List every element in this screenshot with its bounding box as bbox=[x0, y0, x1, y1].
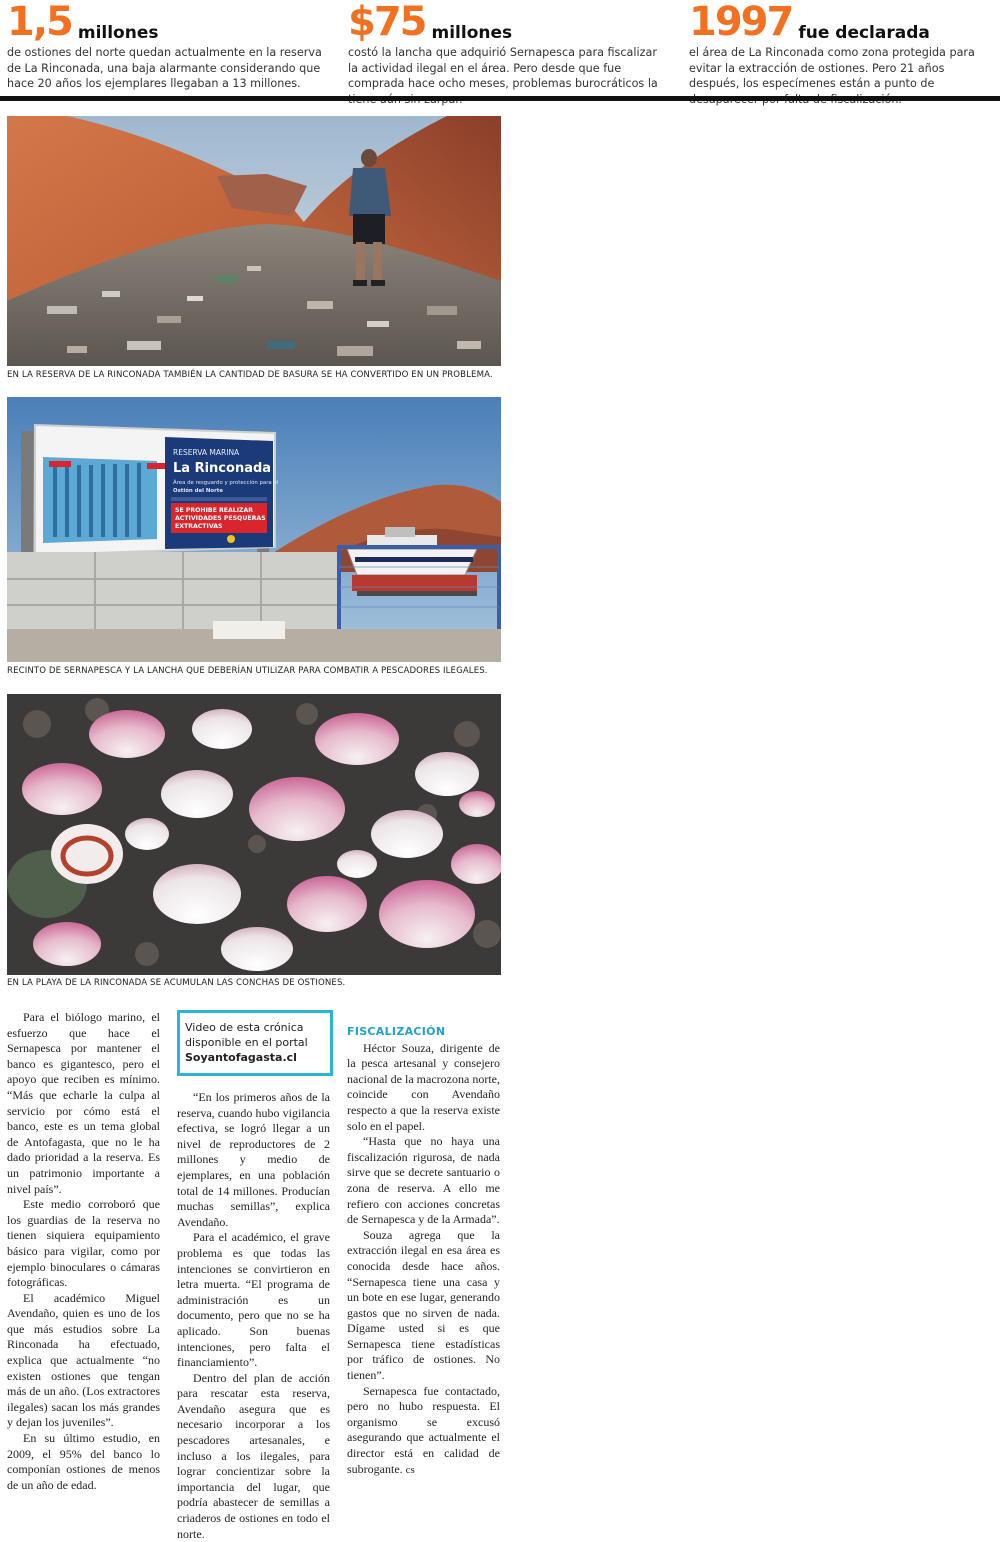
paragraph: Para el académico, el grave problema es que todas las intenciones se convirtieron en letra muerta. “El programa de administración es un documento, pero que no se ha aplicado. Son buenas intenciones, pero falta el financiamiento”. bbox=[177, 1230, 330, 1370]
photo-shells bbox=[7, 694, 501, 975]
sign-subtitle-1: Área de resguardo y protección para el bbox=[173, 480, 279, 486]
stat-2 bbox=[348, 0, 670, 107]
paragraph: “En los primeros años de la reserva, cuando hubo vigilancia efectiva, se logró llegar a un nivel de reproductores de 2 millones y medio de ejemplares, en una población total de 14 millones. Producían muchas semillas”, explica Avendaño. bbox=[177, 1090, 330, 1229]
stat-figure: $75 bbox=[348, 0, 426, 45]
photo-caption: EN LA PLAYA DE LA RINCONADA SE ACUMULAN LAS CONCHAS DE OSTIONES. bbox=[7, 978, 346, 988]
paragraph: En su último estudio, en 2009, el 95% del banco lo componían ostiones de menos de un año de edad. bbox=[7, 1431, 160, 1492]
promo-site-link[interactable]: Soyantofagasta.cl bbox=[185, 1051, 297, 1064]
stat-figure: 1,5 bbox=[7, 0, 72, 45]
article-column-1 bbox=[7, 1010, 160, 1493]
shells-illustration bbox=[7, 694, 501, 975]
sign-warning-2: ACTIVIDADES PESQUERAS bbox=[175, 515, 266, 522]
banner-rule bbox=[0, 96, 1000, 101]
promo-text: Video de esta crónica disponible en el portal bbox=[185, 1021, 308, 1049]
stat-unit: fue declarada bbox=[798, 23, 930, 43]
end-mark-icon: cs bbox=[405, 1463, 415, 1476]
sign-warning-1: SE PROHIBE REALIZAR bbox=[175, 507, 254, 514]
stat-head bbox=[7, 0, 329, 44]
photo-garbage bbox=[7, 116, 501, 366]
stat-description: costó la lancha que adquirió Sernapesca para fiscalizar la actividad ilegal en el área. Pero desde que fue comprada hace ocho meses, problemas burocráticos la bbox=[348, 46, 658, 90]
paragraph: Dentro del plan de acción para rescatar esta reserva, Avendaño asegura que es necesario incorporar a los pescadores artesanales, e incluso a los ilegales, para lograr concientizar sobre la importancia del lugar, que podría abastecer de semillas a criaderos de ostiones en todo el norte. bbox=[177, 1370, 330, 1541]
stat-figure: 1997 bbox=[689, 0, 793, 45]
stat-1 bbox=[7, 0, 329, 92]
video-promo-box[interactable] bbox=[177, 1010, 333, 1076]
photo-caption: EN LA RESERVA DE LA RINCONADA TAMBIÉN LA CANTIDAD DE BASURA SE HA CONVERTIDO EN UN PROBLEMA. bbox=[7, 370, 493, 380]
sign-kicker: RESERVA MARINA bbox=[173, 448, 240, 457]
stats-banner bbox=[0, 0, 1000, 100]
sign-warning-3: EXTRACTIVAS bbox=[175, 523, 223, 530]
garbage-illustration bbox=[7, 116, 501, 366]
sign-title: La Rinconada bbox=[173, 461, 272, 476]
stat-3 bbox=[689, 0, 997, 107]
article-column-3 bbox=[347, 1010, 500, 1478]
last-paragraph-text: Sernapesca fue contactado, pero no hubo respuesta. El organismo se excusó asegurando que actualmente el director está en calidad de subrogante. bbox=[347, 1383, 500, 1476]
stat-head bbox=[689, 0, 997, 44]
paragraph bbox=[347, 1384, 500, 1479]
paragraph: Para el biólogo marino, el esfuerzo que hace el Sernapesca por mantener el banco es gigantesco, pero el apoyo que reciben es mínimo. “Más que echarle la culpa al servicio por cómo está el banco, este es un tema global de Antofagasta, que no le ha dado prioridad a la reserva. Es un patrimonio importante a nivel país”. bbox=[7, 1010, 160, 1196]
sernapesca-logo bbox=[227, 535, 235, 543]
paragraph: El académico Miguel Avendaño, quien es uno de los que más estudios sobre La Rinconada ha efectuado, explica que actualmente “no existen ostiones que tengan más de un año. (Los extractores ilegales) sacan los más grandes y dejan los juveniles”. bbox=[7, 1290, 160, 1430]
stat-description: de ostiones del norte quedan actualmente en la reserva de La Rinconada, una baja alarmante considerando que hace 20 años los ejemplares llegaban a 13 millones. bbox=[7, 46, 322, 90]
sign-subtitle-2: Ostión del Norte bbox=[173, 488, 223, 494]
section-subhead: FISCALIZACIÓN bbox=[347, 1025, 446, 1038]
photo-reserve-sign bbox=[7, 397, 501, 662]
stat-unit: millones bbox=[77, 23, 159, 43]
article-column-2 bbox=[177, 1010, 330, 1542]
stat-unit: millones bbox=[431, 23, 513, 43]
photo-caption: RECINTO DE SERNAPESCA Y LA LANCHA QUE DEBERÍAN UTILIZAR PARA COMBATIR A PESCADORES ILEGALES. bbox=[7, 666, 488, 676]
paragraph: Souza agrega que la extracción ilegal en esa área es conocida desde hace años. “Sernapesca tiene una casa y un bote en ese lugar, generando gastos que no sirven de nada. Dígame usted si es que Sernapesca tiene estadísticas por tráfico de ostiones. No tienen”. bbox=[347, 1227, 500, 1383]
paragraph: Héctor Souza, dirigente de la pesca artesanal y consejero nacional de la macrozona norte, coincide con Avendaño respecto a que la reserva existe solo en el papel. bbox=[347, 1040, 500, 1133]
stat-description: el área de La Rinconada como zona protegida para evitar la extracción de ostiones. Pero 21 años después, los especímenes están a punto de bbox=[689, 46, 975, 90]
reserve-illustration bbox=[7, 397, 501, 662]
paragraph: Este medio corroboró que los guardias de la reserva no tienen siquiera equipamiento básico para vigilar, como por ejemplo binoculares o cámaras fotográficas. bbox=[7, 1197, 160, 1290]
paragraph: “Hasta que no haya una fiscalización rigurosa, de nada sirve que se decrete santuario o zona de reserva. A ello me refiero con acciones concretas de Sernapesca y de la Armada”. bbox=[347, 1134, 500, 1227]
stat-head bbox=[348, 0, 670, 44]
